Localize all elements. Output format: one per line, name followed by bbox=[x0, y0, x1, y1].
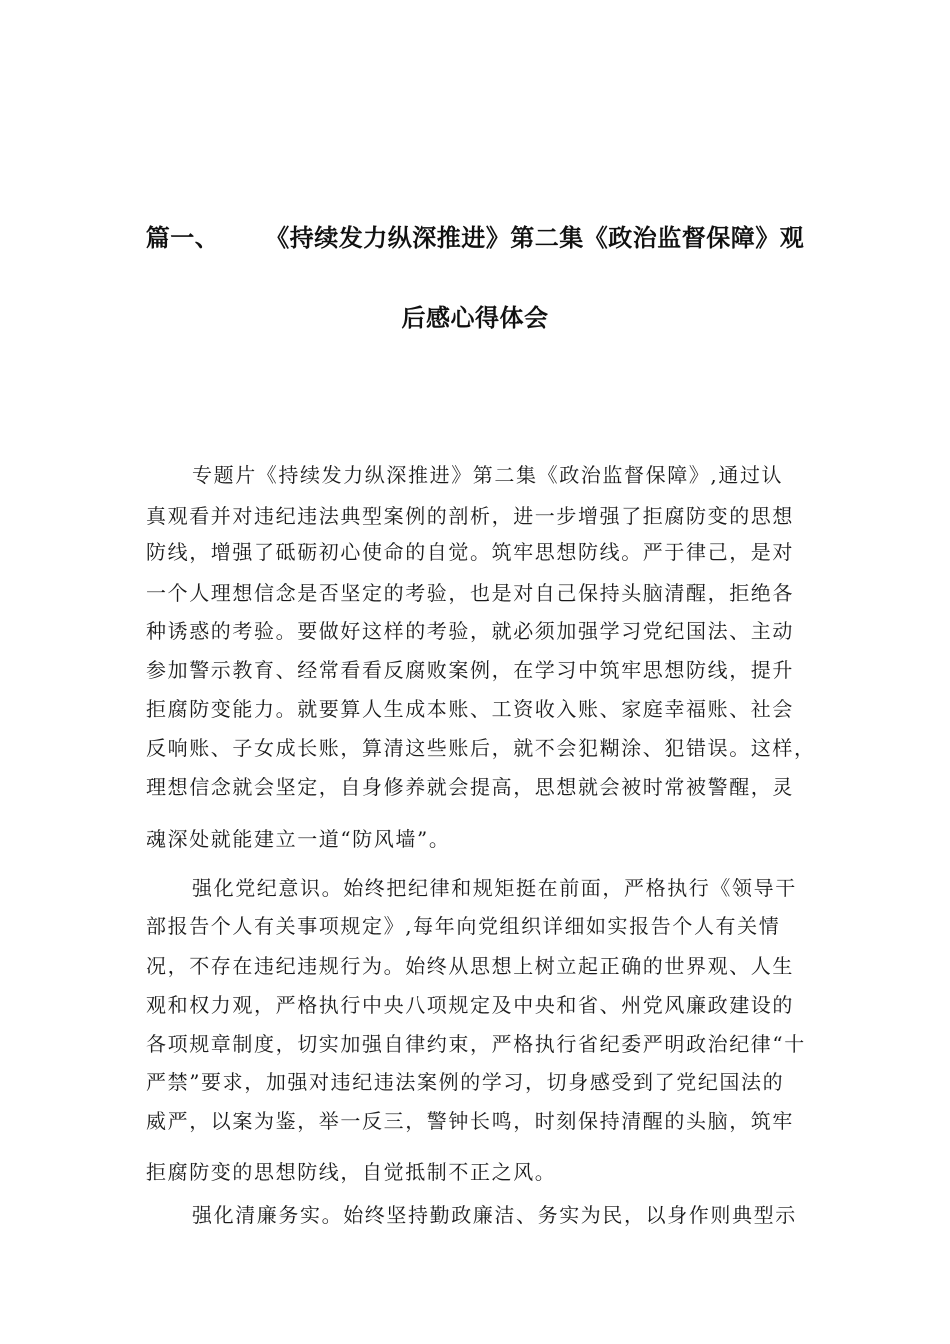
body-line: 强化党纪意识。始终把纪律和规矩挺在前面，严格执行《领导干 bbox=[192, 876, 797, 900]
body-line: 魂深处就能建立一道“防风墙”。 bbox=[146, 827, 451, 851]
body-line: 种诱惑的考验。要做好这样的考验，就必须加强学习党纪国法、主动 bbox=[146, 619, 794, 643]
body-line: 拒腐防变能力。就要算人生成本账、工资收入账、家庭幸福账、社会 bbox=[146, 697, 794, 721]
body-line: 部报告个人有关事项规定》,每年向党组织详细如实报告个人有关情 bbox=[146, 914, 781, 938]
body-line: 威严，以案为鉴，举一反三，警钟长鸣，时刻保持清醒的头脑，筑牢 bbox=[146, 1109, 794, 1133]
body-line: 真观看并对违纪违法典型案例的剖析，进一步增强了拒腐防变的思想 bbox=[146, 504, 794, 528]
document-title-line-2: 后感心得体会 bbox=[401, 304, 549, 332]
body-line: 一个人理想信念是否坚定的考验，也是对自己保持头脑清醒，拒绝各 bbox=[146, 581, 794, 605]
body-line: 专题片《持续发力纵深推进》第二集《政治监督保障》,通过认 bbox=[192, 463, 784, 487]
title-prefix: 篇一、 bbox=[145, 224, 220, 252]
body-line: 强化清廉务实。始终坚持勤政廉洁、务实为民，以身作则典型示 bbox=[192, 1203, 797, 1227]
body-line: 防线，增强了砥砺初心使命的自觉。筑牢思想防线。严于律己，是对 bbox=[146, 540, 794, 564]
document-title-line-1 bbox=[0, 218, 950, 253]
body-line: 严禁”要求，加强对违纪违法案例的学习，切身感受到了党纪国法的 bbox=[146, 1070, 785, 1094]
body-line: 观和权力观，严格执行中央八项规定及中央和省、州党风廉政建设的 bbox=[146, 993, 794, 1017]
body-line: 各项规章制度，切实加强自律约束，严格执行省纪委严明政治纪律“十 bbox=[146, 1032, 806, 1056]
body-line: 参加警示教育、经常看看反腐败案例，在学习中筑牢思想防线，提升 bbox=[146, 658, 794, 682]
body-line: 理想信念就会坚定，自身修养就会提高，思想就会被时常被警醒，灵 bbox=[146, 775, 794, 799]
body-line: 拒腐防变的思想防线，自觉抵制不正之风。 bbox=[146, 1160, 557, 1184]
body-line: 况，不存在违纪违规行为。始终从思想上树立起正确的世界观、人生 bbox=[146, 954, 794, 978]
body-line: 反响账、子女成长账，算清这些账后，就不会犯糊涂、犯错误。这样， bbox=[146, 736, 816, 760]
title-main: 《持续发力纵深推进》第二集《政治监督保障》观 bbox=[265, 224, 805, 252]
